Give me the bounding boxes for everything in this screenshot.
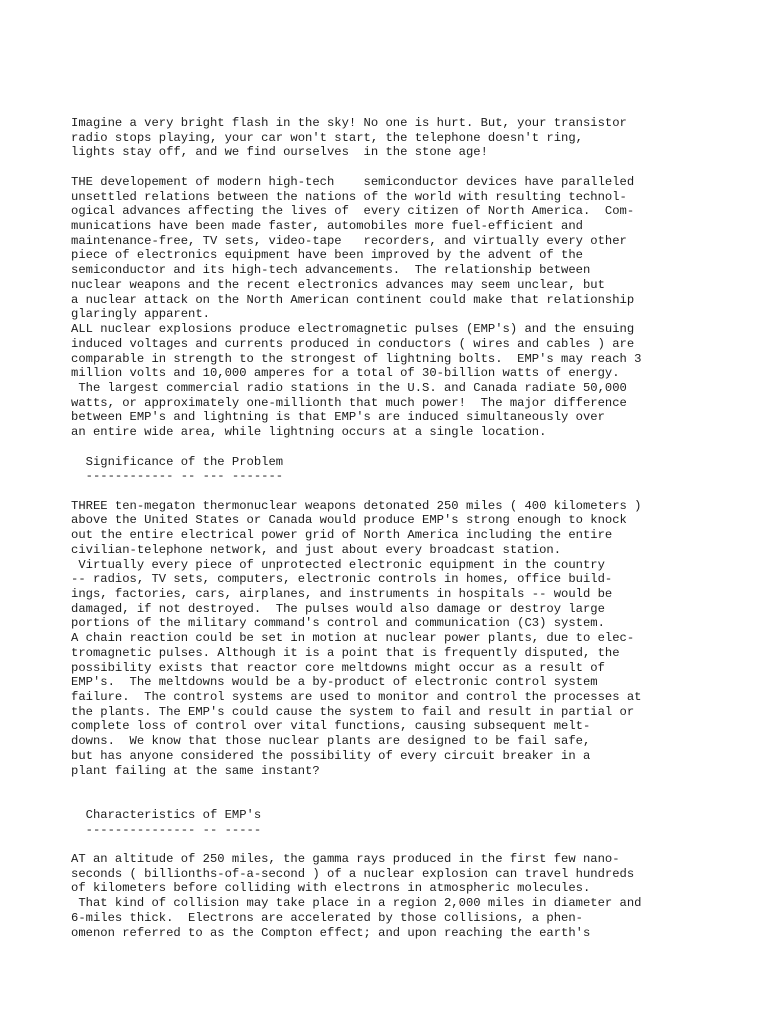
document-body-text: Imagine a very bright flash in the sky! No one is hurt. But, your transistor radio stops playing, your car won't start, the telephone doesn't ring, lights stay off, and we find ourselves in the stone age! THE developement of modern high-tech semiconductor devices have paralleled unsettled relations between the nations of the world with resulting technol- ogical advances affecting the lives of every citizen of North America. Com- munications have been made faster, automobiles more fuel-efficient and maintenance-free, TV sets, video-tape recorders, and virtually every other piece of electronics equipment have been improved by the advent of the semiconductor and its high-tech advancements. The relationship between nuclear weapons and the recent electronics advances may seem unclear, but a nuclear attack on the North American continent could make that relationship glaringly apparent. ALL nuclear explosions produce electromagnetic pulses (EMP's) and the ensuing induced voltages and currents produced in conductors ( wires and cables ) are comparable in strength to the strongest of lightning bolts. EMP's may reach 3 million volts and 10,000 amperes for a total of 30-billion watts of energy. The largest commercial radio stations in the U.S. and Canada radiate 50,000 watts, or approximately one-millionth that much power! The major difference between EMP's and lightning is that EMP's are induced simultaneously over an entire wide area, while lightning occurs at a single location. Significance of the Problem ------------ -- --- ------- THREE ten-megaton thermonuclear weapons detonated 250 miles ( 400 kilometers ) above the United States or Canada would produce EMP's strong enough to knock out the entire electrical power grid of North America including the entire civilian-telephone network, and just about every broadcast station. Virtually every piece of unprotected electronic equipment in the country -- radios, TV sets, computers, electronic controls in homes, office build- ings, factories, cars, airplanes, and instruments in hospitals -- would be damaged, if not destroyed. The pulses would also damage or destroy large portions of the military command's control and communication (C3) system. A chain reaction could be set in motion at nuclear power plants, due to elec- tromagnetic pulses. Although it is a point that is frequently disputed, the possibility exists that reactor core meltdowns might occur as a result of EMP's. The meltdowns would be a by-product of electronic control system failure. The control systems are used to monitor and control the processes at the plants. The EMP's could cause the system to fail and result in partial or complete loss of control over vital functions, causing subsequent melt- downs. We know that those nuclear plants are designed to be fail safe, but has anyone considered the possibility of every circuit breaker in a plant failing at the same instant? Characteristics of EMP's --------------- -- ----- AT an altitude of 250 miles, the gamma rays produced in the first few nano- seconds ( billionths-of-a-second ) of a nuclear explosion can travel hundreds of kilometers before colliding with electrons in atmospheric molecules. That kind of collision may take place in a region 2,000 miles in diameter and 6-miles thick. Electrons are accelerated by those collisions, a phen- omenon referred to as the Compton effect; and upon reaching the earth's <box>71 116 642 940</box>
